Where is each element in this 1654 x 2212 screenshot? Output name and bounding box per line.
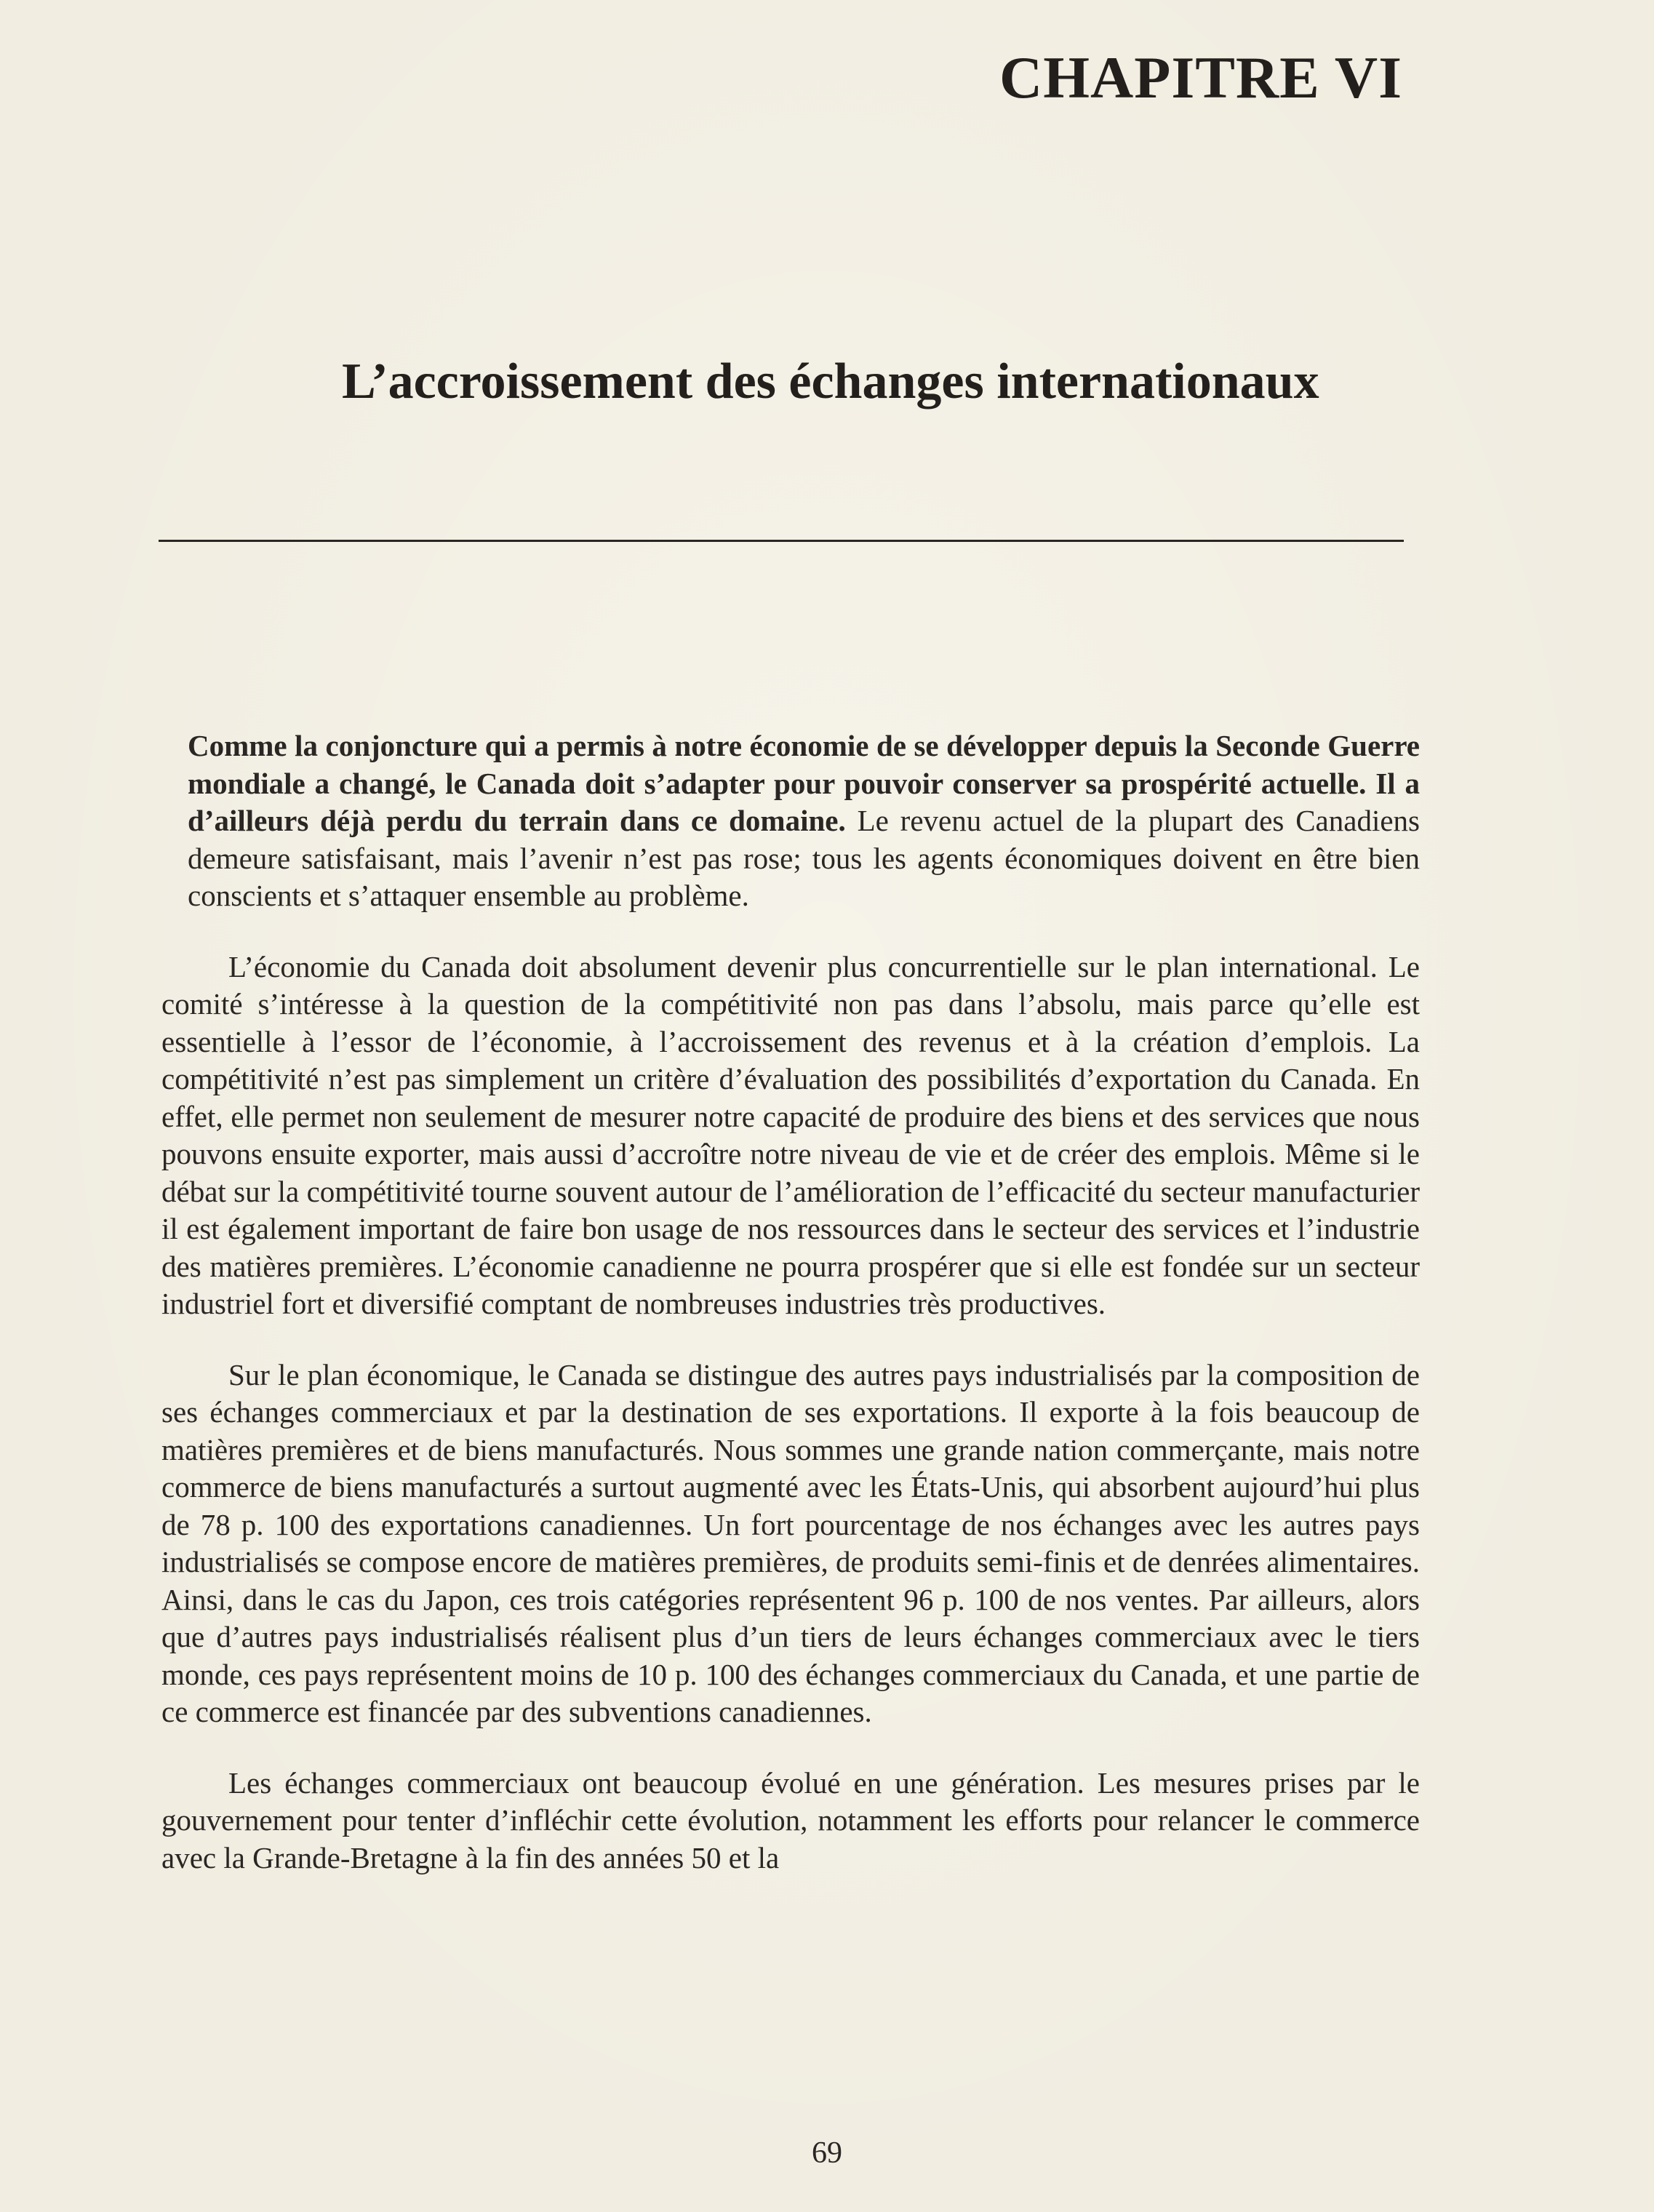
paragraph-1-text: Le revenu actuel de la plupart des Canadiens demeure satisfaisant, mais l’avenir n’est pas rose; tous les agents économiques doivent en être bien conscients et s’attaquer ensemble au problème.: [188, 804, 1420, 912]
chapter-heading: CHAPITRE VI: [999, 44, 1402, 111]
page-number: 69: [812, 2136, 842, 2170]
paragraph-3: Sur le plan économique, le Canada se distingue des autres pays industrialisés par la composition de ses échanges commerciaux et par la destination de ses exportations. Il exporte à la fois beaucoup de matières premières et de biens manufacturés. Nous sommes une grande nation commerçante, mais notre commerce de biens manufacturés a surtout augmenté avec les États-Unis, qui absorbent aujourd’hui plus de 78 p. 100 des exportations canadiennes. Un fort pourcentage de nos échanges avec les autres pays industrialisés se compose encore de matières premières, de produits semi-finis et de denrées alimentaires. Ainsi, dans le cas du Japon, ces trois catégories représentent 96 p. 100 de nos ventes. Par ailleurs, alors que d’autres pays industrialisés réalisent plus d’un tiers de leurs échanges commerciaux avec le tiers monde, ces pays représentent moins de 10 p. 100 des échanges commerciaux du Canada, et une partie de ce commerce est financée par des subventions canadiennes.: [161, 1357, 1420, 1728]
section-title: L’accroissement des échanges internationaux: [342, 354, 1319, 410]
paragraph-1: [161, 727, 1420, 915]
paragraph-1-lead: Comme la conjoncture qui a permis à notre économie de se développer depuis la Seconde Guerre mondiale a changé, le Canada doit s’adapter pour pouvoir conserver sa prospérité actuelle. Il a d’ailleurs déjà perdu du terrain dans ce domaine.: [188, 729, 1420, 837]
body-text: [161, 727, 1420, 1910]
paragraph-2: L’économie du Canada doit absolument devenir plus concurrentielle sur le plan international. Le comité s’intéresse à la question de la compétitivité non pas dans l’absolu, mais parce qu’elle est essentielle à l’essor de l’économie, à l’accroissement des revenus et à la création d’emplois. La compétitivité n’est pas simplement un critère d’évaluation des possibilités d’exportation du Canada. En effet, elle permet non seulement de mesurer notre capacité de produire des biens et des services que nous pouvons ensuite exporter, mais aussi d’accroître notre niveau de vie et de créer des emplois. Même si le débat sur la compétitivité tourne souvent autour de l’amélioration de l’efficacité du secteur manufacturier il est également important de faire bon usage de nos ressources dans le secteur des services et l’industrie des matières premières. L’économie canadienne ne pourra prospérer que si elle est fondée sur un secteur industriel fort et diversifié comptant de nombreuses industries très productives.: [161, 949, 1420, 1320]
title-divider: [159, 540, 1404, 542]
paragraph-4: Les échanges commerciaux ont beaucoup évolué en une génération. Les mesures prises par le gouvernement pour tenter d’infléchir cette évolution, notamment les efforts pour relancer le commerce avec la Grande-Bretagne à la fin des années 50 et la: [161, 1765, 1420, 1874]
